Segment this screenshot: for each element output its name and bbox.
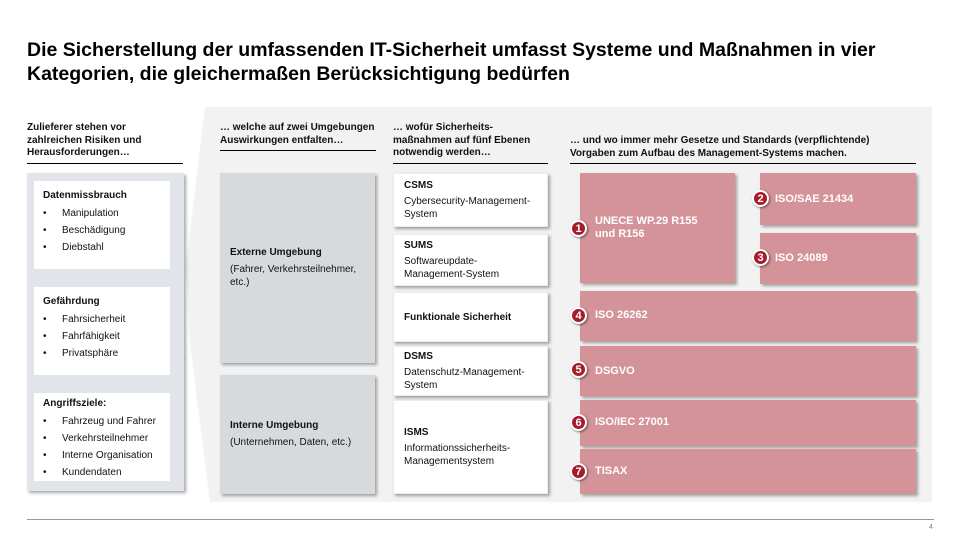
risks-heading: Zulieferer stehen vor zahlreichen Risiken und Herausforderungen… (27, 122, 183, 164)
list-item: • Manipulation (43, 208, 119, 219)
system-title: ISMS (404, 426, 429, 438)
standard-label: ISO/IEC 27001 (595, 416, 669, 428)
number-badge-6: 6 (570, 414, 587, 431)
system-title: Funktionale Sicherheit (404, 311, 512, 323)
system-subtitle: Cybersecurity-Management-System (404, 195, 531, 220)
number-badge-4: 4 (570, 307, 587, 324)
number-badge-5: 5 (570, 361, 587, 378)
list-item: • Diebstahl (43, 242, 104, 253)
risk-group-title: Datenmissbrauch (43, 190, 127, 201)
list-item: • Fahrzeug und Fahrer (43, 416, 156, 427)
system-title: SUMS (404, 239, 433, 251)
page-number: 4 (929, 524, 933, 531)
number-badge-3: 3 (752, 249, 769, 266)
standard-tisax (580, 449, 916, 494)
environment-subtitle: (Unternehmen, Daten, etc.) (230, 437, 352, 448)
list-item: • Fahrfähigkeit (43, 331, 120, 342)
list-item: • Interne Organisation (43, 450, 153, 461)
system-subtitle: Informationssicherheits-Managementsystem (404, 442, 511, 467)
risk-group-title: Angriffsziele: (43, 398, 107, 409)
standard-label: TISAX (595, 465, 628, 477)
system-subtitle: Datenschutz-Management-System (404, 366, 525, 391)
system-subtitle: Softwareupdate-Management-System (404, 255, 500, 280)
standard-label: UNECE WP.29 R155 und R156 (595, 215, 698, 240)
risk-group-title: Gefährdung (43, 296, 100, 307)
standard-iso-iec-27001 (580, 400, 916, 446)
list-item: • Privatsphäre (43, 348, 119, 359)
risk-group-angriffsziele (34, 393, 170, 481)
risks-container (27, 173, 184, 491)
system-csms (393, 173, 548, 227)
standards-heading: … und wo immer mehr Gesetze und Standards (verpflichtende) Vorgaben zum Aufbau des Management-Systems machen. (570, 135, 916, 164)
system-title: DSMS (404, 350, 433, 362)
system-dsms (393, 346, 548, 396)
system-isms (393, 400, 548, 494)
environments-heading: … welche auf zwei Umgebungen Auswirkungen entfalten… (220, 122, 376, 151)
list-item: • Verkehrsteilnehmer (43, 433, 149, 444)
footer-divider (27, 519, 934, 520)
systems-heading: … wofür Sicherheits-maßnahmen auf fünf Ebenen notwendig werden… (393, 122, 548, 164)
standard-label: ISO 26262 (595, 309, 648, 321)
environment-external (220, 173, 375, 363)
risk-group-datenmissbrauch (34, 181, 170, 269)
standard-label: ISO/SAE 21434 (775, 192, 854, 205)
slide-title: Die Sicherstellung der umfassenden IT-Sicherheit umfasst Systeme und Maßnahmen in vier Kategorien, die gleichermaßen Berücksichtigung bedürfen (27, 39, 876, 85)
environment-title: Interne Umgebung (230, 420, 319, 431)
standard-dsgvo (580, 346, 916, 396)
environment-subtitle: (Fahrer, Verkehrsteilnehmer, etc.) (230, 264, 357, 288)
number-badge-7: 7 (570, 463, 587, 480)
environment-title: Externe Umgebung (230, 247, 322, 258)
environment-internal (220, 375, 375, 494)
standard-label: DSGVO (595, 364, 635, 377)
standard-iso-sae-21434 (760, 173, 916, 225)
list-item: • Fahrsicherheit (43, 314, 126, 325)
system-functional-safety (393, 292, 548, 342)
standard-unece (580, 173, 735, 283)
standard-iso-26262 (580, 291, 916, 341)
list-item: • Kundendaten (43, 467, 122, 478)
standard-label: ISO 24089 (775, 252, 828, 264)
number-badge-1: 1 (570, 220, 587, 237)
system-sums (393, 234, 548, 286)
number-badge-2: 2 (752, 190, 769, 207)
list-item: • Beschädigung (43, 225, 126, 236)
system-title: CSMS (404, 179, 433, 191)
standard-iso-24089 (760, 233, 916, 284)
risk-group-gefaehrdung (34, 287, 170, 375)
